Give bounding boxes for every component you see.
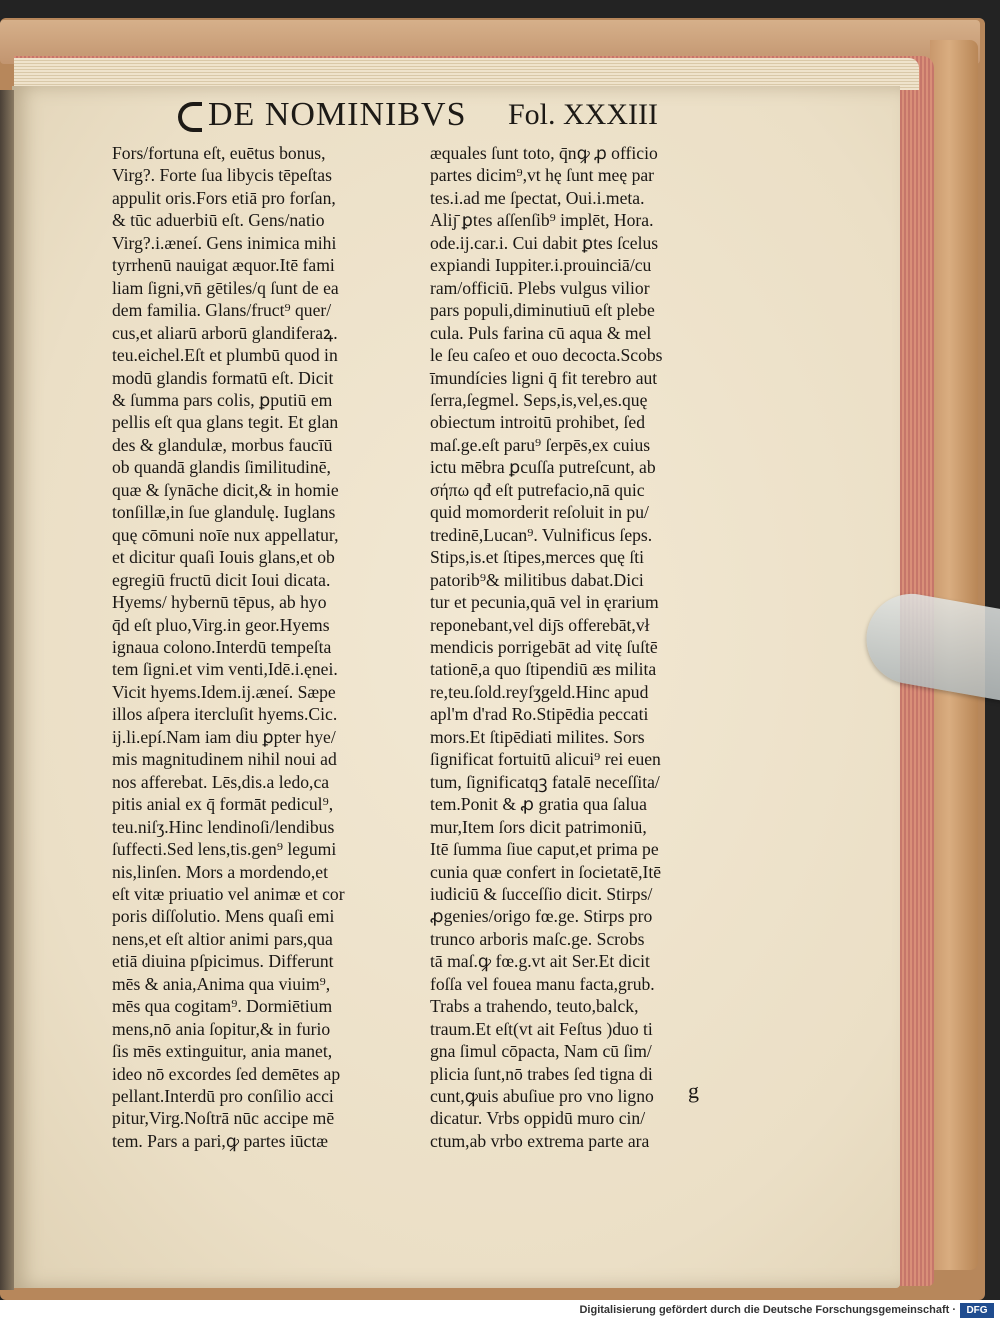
text-line: quid momorderit reſoluit in pu/ — [430, 502, 649, 523]
text-line: tem ſigni.et vim venti,Idē.i.ęnei. — [112, 659, 338, 680]
signature-mark: g — [688, 1078, 699, 1103]
text-line: Virg?. Forte ſua libycis tēpeſtas — [112, 165, 332, 186]
running-head-title: DE NOMINIBVS — [208, 96, 467, 133]
text-line: ſis mēs extinguitur, ania manet, — [112, 1041, 333, 1062]
text-line: plicia ſunt,nō trabes ſed tigna di — [430, 1063, 653, 1084]
text-line: & tūc aduerbiū eſt. Gens/natio — [112, 210, 325, 231]
text-line: ode.ij.car.i. Cui dabit ꝑtes ſcelus — [430, 232, 659, 253]
text-line: tationē,a quo ſtipendiū æs milita — [430, 659, 657, 680]
text-line: mēs & ania,Anima qua viuim⁹, — [112, 973, 331, 994]
text-line: mendicis porrigebāt ad vitę ſuſtē — [430, 636, 658, 657]
text-line: Hyems/ hybernū tēpus, ab hyo — [112, 592, 327, 613]
text-line: tem. Pars a pari,ꝙ partes iūctæ — [112, 1130, 328, 1151]
text-line: illos aſpera itercluſit hyems.Cic. — [112, 704, 338, 725]
text-line: cula. Puls farina cū aqua & mel — [430, 322, 652, 343]
text-line: le ſeu caſeo et ouo decocta.Scobs — [430, 345, 663, 366]
text-line: ꝓgenies/origo fœ.ge. Stirps pro — [430, 906, 653, 927]
text-line: modū glandis formatū eſt. Dicit — [112, 367, 334, 388]
text-line: quę cōmuni noīe nux appellatur, — [112, 524, 339, 545]
text-line: tā maſ.ꝙ fœ.g.vt ait Ser.Et dicit — [430, 951, 650, 972]
text-line: poris diſſolutio. Mens quaſi emi — [112, 906, 335, 927]
text-line: ignaua colono.Interdū tempeſta — [112, 636, 332, 657]
text-line: Stips,is.et ſtipes,merces quę ſti — [430, 547, 645, 568]
pilcrow-mark — [178, 102, 202, 132]
text-line: gna ſimul cōpacta, Nam cū ſim/ — [430, 1041, 652, 1062]
text-line: nos afferebat. Lēs,dis.a ledo,ca — [112, 771, 330, 792]
text-line: cus,et aliarū arborū glandiferaꝝ. — [112, 322, 338, 343]
text-line: Virg?.i.æneí. Gens inimica mihi — [112, 232, 337, 253]
text-line: nis,linſen. Mors a mordendo,et — [112, 861, 328, 882]
text-line: mēs qua cogitam⁹. Dormiētium — [112, 996, 333, 1017]
text-line: tes.i.ad me ſpectat, Oui.i.meta. — [430, 187, 645, 208]
funding-credit: Digitalisierung gefördert durch die Deutsche Forschungsgemeinschaft · — [579, 1304, 956, 1316]
text-line: partes dicim⁹,vt hę ſunt meę par — [430, 165, 655, 186]
text-line: etiā diuina pſpicimus. Differunt — [112, 951, 334, 972]
text-line: trunco arboris maſc.ge. Scrobs — [430, 928, 645, 949]
text-line: mens,nō ania ſopitur,& in furio — [112, 1018, 331, 1039]
text-line: expiandi Iuppiter.i.prouinciā/cu — [430, 255, 652, 276]
text-line: pellis eſt qua glans tegit. Et glan — [112, 412, 339, 433]
text-line: Itē ſumma ſiue caput,et prima pe — [430, 839, 659, 860]
text-line: apl'm d'rad Ro.Stipēdia peccati — [430, 704, 649, 725]
text-line: foſſa vel fouea manu facta,grub. — [430, 973, 655, 994]
text-line: maſ.ge.eſt paru⁹ ſerpēs,ex cuius — [430, 434, 651, 455]
text-line: ſerra,ſegmel. Seps,is,vel,es.quę — [430, 389, 648, 410]
text-line: tem.Ponit & ꝓ gratia qua ſalua — [430, 794, 647, 815]
text-line: Fors/fortuna eſt, euētus bonus, — [112, 143, 326, 163]
text-line: pars populi,diminutiuū eſt plebe — [430, 300, 655, 321]
text-line: cunt,ꝙuis abuſiue pro vno ligno — [430, 1086, 654, 1107]
text-line: nens,et eſt altior animi pars,qua — [112, 928, 333, 949]
text-line: pellant.Interdū pro conſilio acci — [112, 1086, 334, 1107]
text-line: mors.Et ſtipēdiati milites. Sors — [430, 726, 645, 747]
text-line: ram/officiū. Plebs vulgus vilior — [430, 277, 650, 298]
text-line: teu.eichel.Eſt et plumbū quod in — [112, 345, 338, 366]
text-line: ij.li.epí.Nam iam diu ꝑpter hye/ — [112, 726, 336, 747]
text-line: dem familia. Glans/fruct⁹ quer/ — [112, 300, 332, 321]
text-line: Trabs a trahendo, teuto,balck, — [430, 996, 639, 1017]
text-line: reponebant,vel diȷ̄s offerebāt,vł — [430, 614, 650, 635]
text-line: re,teu.ſold.reyſʒgeld.Hinc apud — [430, 681, 649, 702]
text-line: tum, ſignificatqꝫ fatalē neceſſita/ — [430, 771, 660, 792]
footer-bar — [0, 1300, 1000, 1322]
text-line: æquales ſunt toto, q̄nꝙ ꝓ officio — [430, 143, 658, 163]
text-line: tur et pecunia,quā vel in ęrarium — [430, 592, 659, 613]
dfg-logo: DFG — [960, 1303, 994, 1318]
text-line: traum.Et eſt(vt ait Feſtus )duo ti — [430, 1018, 653, 1039]
text-column-left — [112, 142, 424, 1152]
text-line: obiectum introitū prohibet, ſed — [430, 412, 645, 433]
text-line: & ſumma pars colis, ꝑputiū em — [112, 389, 333, 410]
text-line: ob quandā glandis ſimilitudinē, — [112, 457, 331, 478]
text-line: iudiciū & ſucceſſio dicit. Stirps/ — [430, 883, 653, 904]
text-column-right — [430, 142, 740, 1152]
text-line: tonſillæ,in ſue glandulę. Iuglans — [112, 502, 336, 523]
text-line: Aliȷ̄ ꝑtes aſſenſib⁹ implēt, Hora. — [430, 210, 654, 231]
text-line: pitis anial ex q̄ formāt pedicul⁹, — [112, 794, 334, 815]
folio-number: Fol. XXXIII — [508, 98, 658, 131]
text-line: et dicitur quaſi Iouis glans,et ob — [112, 547, 335, 568]
text-line: mur,Item ſors dicit patrimoniū, — [430, 816, 647, 837]
text-line: dicatur. Vrbs oppidū muro cin/ — [430, 1108, 646, 1129]
text-line: liam ſigni,vn̄ gētiles/q ſunt de ea — [112, 277, 339, 298]
text-line: ctum,ab vrbo extrema parte ara — [430, 1130, 650, 1151]
text-line: ideo nō excordes ſed demētes ap — [112, 1063, 341, 1084]
text-line: mis magnitudinem nihil noui ad — [112, 749, 337, 770]
text-line: pitur,Virg.Noſtrā nūc accipe mē — [112, 1108, 335, 1129]
text-line: des & glandulæ, morbus faucīū — [112, 434, 333, 455]
text-line: ictu mēbra ꝑcuſſa putreſcunt, ab — [430, 457, 656, 478]
text-line: īmundícies ligni q̄ fit terebro aut — [430, 367, 658, 388]
text-line: tyrrhenū nauigat æquor.Itē fami — [112, 255, 335, 276]
text-line: cunia quæ confert in ſocietatē,Itē — [430, 861, 662, 882]
text-line: eſt vitæ priuatio vel animæ et cor — [112, 883, 345, 904]
text-line: patorib⁹& militibus dabat.Dici — [430, 569, 644, 590]
text-line: teu.niſʒ.Hinc lendinoſi/lendibus — [112, 816, 335, 837]
text-line: ſignificat fortuitū alicui⁹ rei euen — [430, 749, 661, 770]
text-line: ſuffecti.Sed lens,tis.gen⁹ legumi — [112, 839, 337, 860]
text-line: egregiū fructū dicit Ioui dicata. — [112, 569, 331, 590]
text-line: Vicit hyems.Idem.ij.æneí. Sæpe — [112, 681, 336, 702]
text-line: q̄d eſt pluo,Virg.in geor.Hyems — [112, 614, 330, 635]
running-head — [168, 96, 728, 142]
text-line: σήπω qđ eſt putrefacio,nā quic — [430, 479, 645, 500]
text-line: tredinē,Lucan⁹. Vulnificus ſeps. — [430, 524, 653, 545]
text-line: quæ & ſynāche dicit,& in homie — [112, 479, 339, 500]
text-line: appulit oris.Fors etiā pro forſan, — [112, 187, 336, 208]
gutter-shadow — [0, 90, 14, 1290]
